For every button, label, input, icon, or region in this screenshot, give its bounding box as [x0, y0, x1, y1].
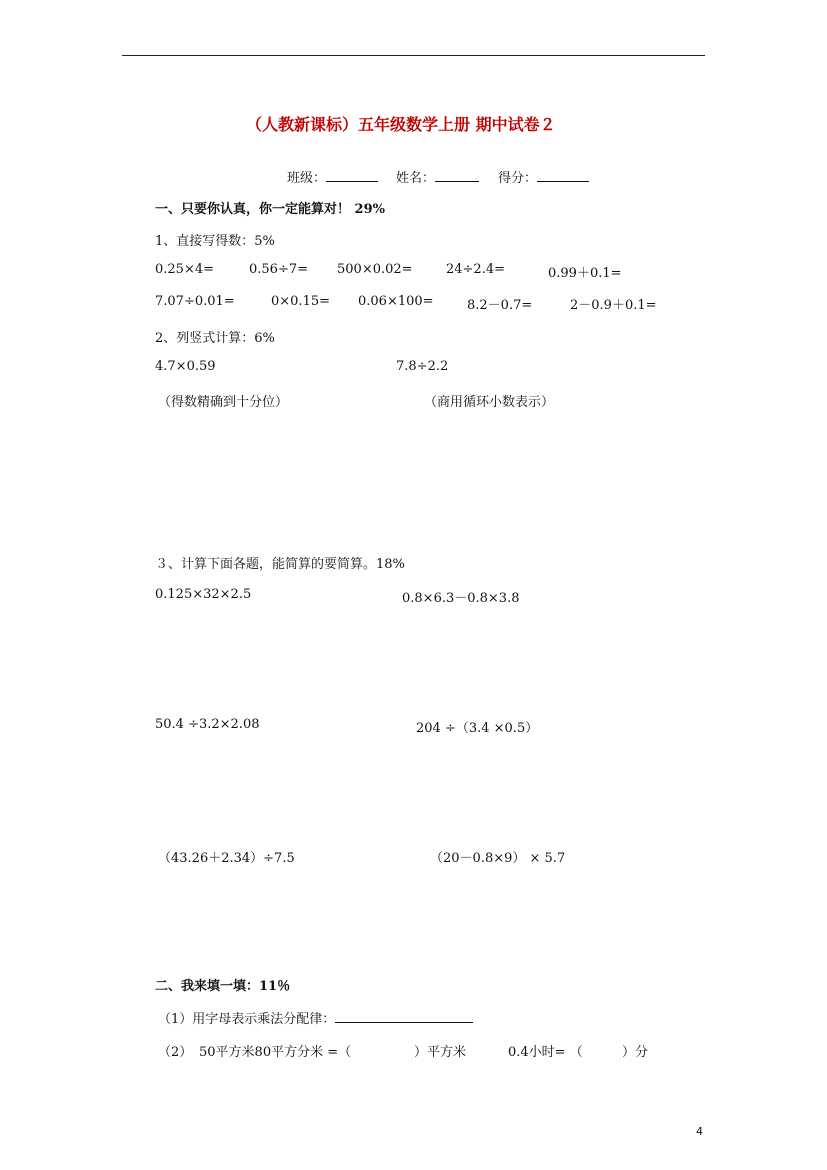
q2-note-2: （商用循环小数表示） — [424, 395, 555, 410]
fill-item-2-d: ）分 — [622, 1045, 649, 1060]
calc-r1-5: 0.99＋0.1= — [548, 266, 622, 281]
q3-item-3: 50.4 ÷3.2×2.08 — [155, 717, 260, 732]
q3-item-1: 0.125×32×2.5 — [155, 587, 252, 602]
q3-item-5: （43.26＋2.34）÷7.5 — [158, 851, 295, 866]
q3-label: ３、计算下面各题，能简算的要简算。18% — [155, 557, 405, 572]
fill-item-2-c: 0.4小时= （ — [508, 1045, 583, 1060]
class-field — [287, 167, 378, 186]
score-label: 得分： — [498, 171, 538, 186]
fill-item-2-b: ）平方米 — [414, 1045, 467, 1060]
fill-item-2-a: 50平方米80平方分米 =（ — [199, 1045, 352, 1060]
q2-label: 2、列竖式计算：6% — [155, 331, 275, 346]
section2-heading: 二、我来填一填：11％ — [155, 979, 291, 994]
calc-r1-4: 24÷2.4= — [446, 262, 506, 277]
calc-r2-1: 7.07÷0.01= — [155, 294, 235, 309]
score-field — [498, 167, 589, 186]
q1-label: 1、直接写得数：5% — [155, 234, 275, 249]
q3-item-4: 204 ÷（3.4 ×0.5） — [416, 721, 539, 736]
q3-item-6: （20－0.8×9） × 5.7 — [430, 851, 566, 866]
q2-item-1: 4.7×0.59 — [155, 359, 216, 374]
q2-item-2: 7.8÷2.2 — [396, 359, 449, 374]
calc-r2-2: 0×0.15= — [271, 294, 331, 309]
page-title: （人教新课标）五年级数学上册 期中试卷２ — [246, 115, 556, 134]
calc-r2-4: 8.2－0.7= — [467, 298, 533, 313]
section1-heading: 一、只要你认真，你一定能算对！ 29% — [155, 202, 385, 217]
header-rule — [122, 55, 705, 56]
page-number: 4 — [696, 1125, 703, 1138]
calc-r1-3: 500×0.02= — [337, 262, 413, 277]
calc-r2-5: 2－0.9＋0.1= — [570, 298, 657, 313]
q2-note-1: （得数精确到十分位） — [158, 395, 289, 410]
name-field — [396, 167, 479, 186]
class-label: 班级： — [287, 171, 327, 186]
calc-r1-2: 0.56÷7= — [249, 262, 309, 277]
calc-r2-3: 0.06×100= — [358, 294, 434, 309]
name-label: 姓名： — [396, 171, 436, 186]
q3-item-2: 0.8×6.3－0.8×3.8 — [402, 591, 520, 606]
fill-item-1 — [158, 1008, 473, 1027]
name-blank[interactable] — [435, 169, 479, 182]
fill-item-2-num: （2） — [158, 1045, 193, 1060]
fill-item-1-text: （1）用字母表示乘法分配律： — [158, 1012, 336, 1027]
calc-r1-1: 0.25×4= — [155, 262, 215, 277]
fill-item-1-blank[interactable] — [335, 1010, 473, 1023]
class-blank[interactable] — [326, 169, 378, 182]
score-blank[interactable] — [537, 169, 589, 182]
